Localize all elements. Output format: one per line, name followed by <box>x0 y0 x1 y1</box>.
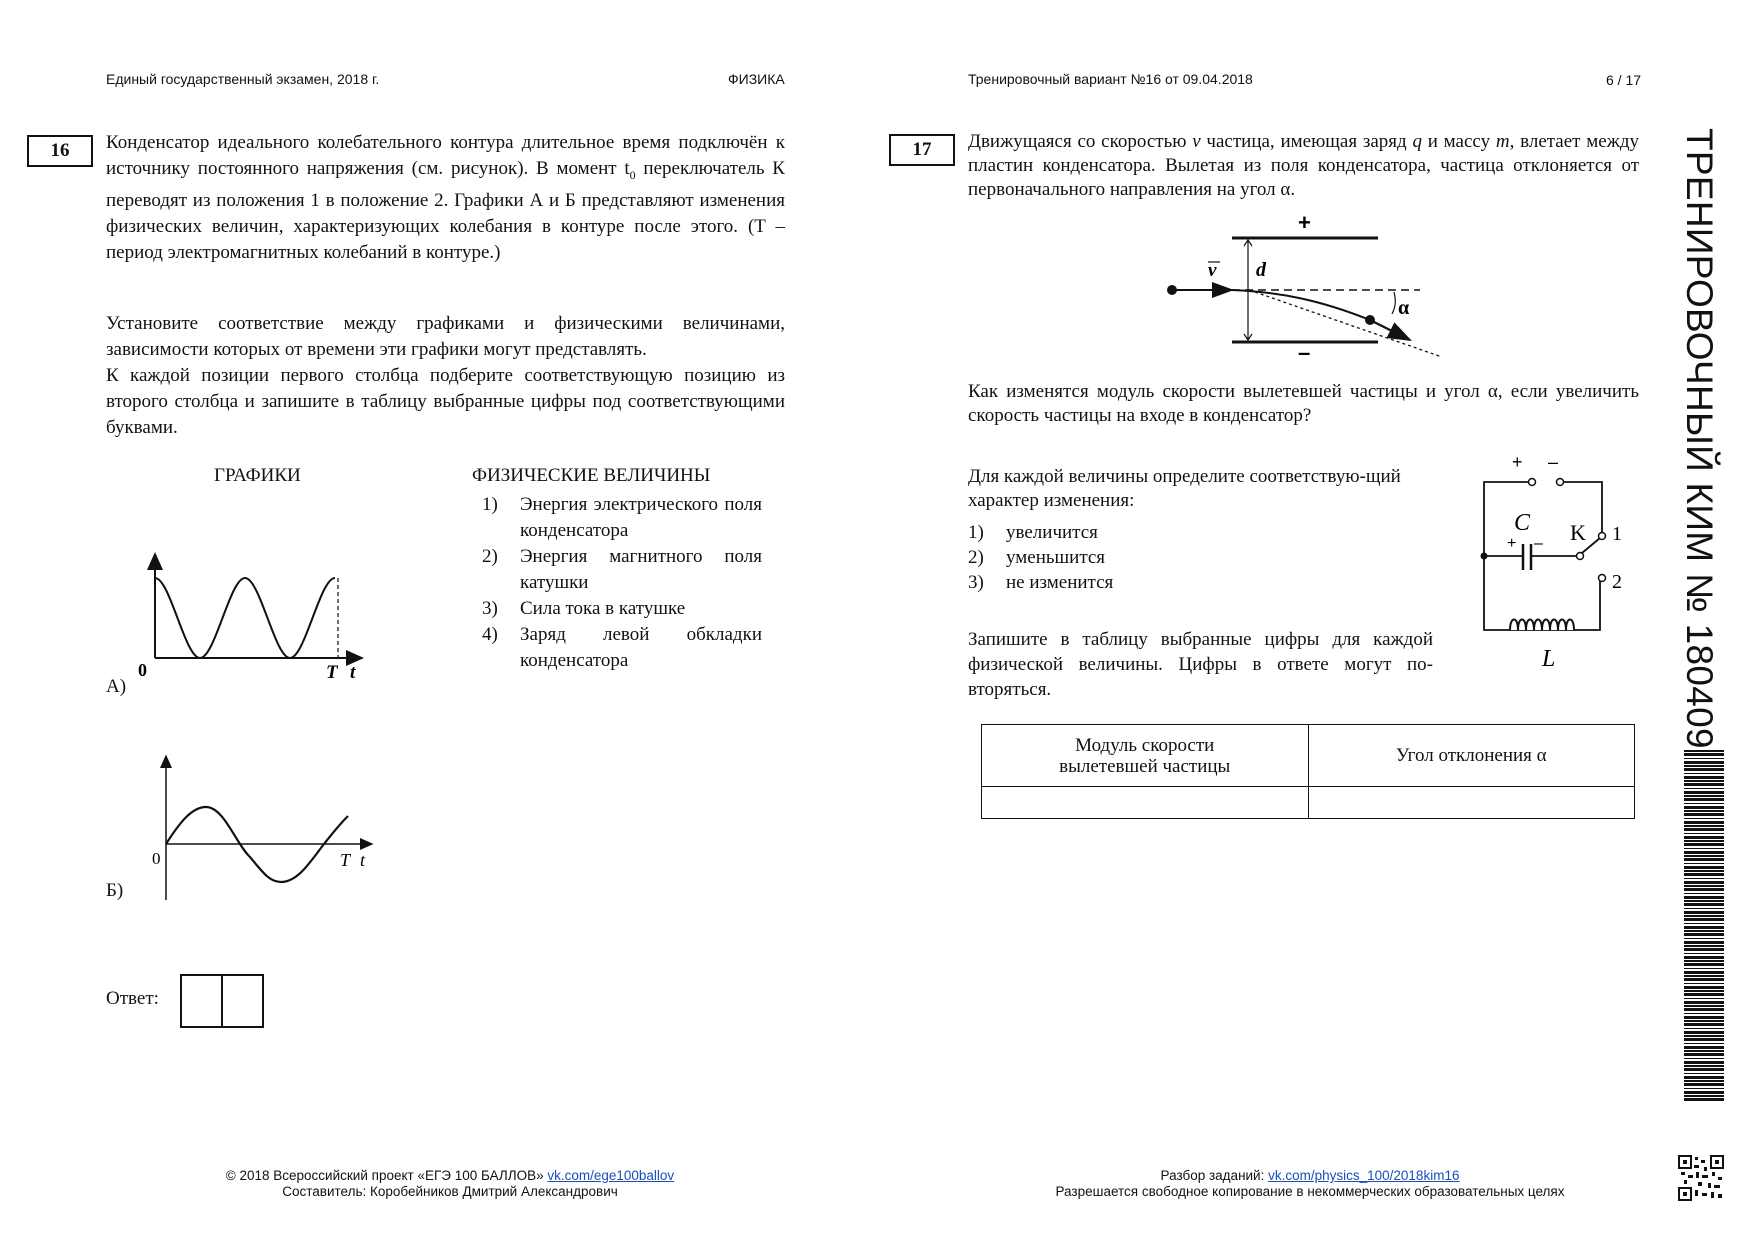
lc-circuit-figure <box>1470 450 1650 680</box>
terminal-plus <box>1529 479 1536 486</box>
answer-boxes <box>180 974 264 1028</box>
velocity-label: v <box>1208 260 1217 281</box>
graph-b-period-label: T <box>340 850 351 870</box>
switch-label: K <box>1570 520 1586 545</box>
task-17-table-instruction: Запишите в таблицу выбранные цифры для каждой физической величины. Цифры в ответе могут по-вторяться. <box>968 629 1433 700</box>
answer-cell-angle[interactable] <box>1308 787 1635 819</box>
task-16-instruction: Установите соответствие между графиками и физическими величинами, зависимости которых от времени эти графики могут представлять. <box>106 313 785 360</box>
mass-symbol: m <box>1495 131 1510 152</box>
velocity-symbol: v <box>1192 131 1201 152</box>
plus-plate-sign: + <box>1298 210 1311 235</box>
list-item: 2) Энергия магнитного поля катушки <box>482 546 762 593</box>
source-minus-sign: – <box>1548 452 1559 472</box>
capacitor-minus-sign: – <box>1534 535 1543 552</box>
list-item: 1) Энергия электрического поля конденсатора <box>482 494 762 541</box>
task-16-intro <box>106 130 785 266</box>
alpha-label: α <box>1398 297 1410 319</box>
qr-code <box>1678 1155 1724 1201</box>
terminal-minus <box>1557 479 1564 486</box>
list-item: 4) Заряд левой обкладки конденсатора <box>482 624 762 671</box>
list-item: 2) уменьшится <box>968 547 1106 568</box>
table-header-angle: Угол отклонения α <box>1308 725 1635 787</box>
side-title: ТРЕНИРОВОЧНЫЙ КИМ № 180409 <box>1679 128 1720 749</box>
task-17-intro: Движущаяся со скоростью v частица, имеющая заряд q и массу m, влетает между пластин конденсатора. Вылетая из поля конденсатора, частица отклоняется от первоначального направления на угол α. <box>968 131 1639 200</box>
quantities-column-title: ФИЗИЧЕСКИЕ ВЕЛИЧИНЫ <box>472 465 711 486</box>
graph-b-origin: 0 <box>152 849 161 868</box>
capacitor-plus-sign: + <box>1507 535 1517 552</box>
position-2-label: 2 <box>1612 571 1622 593</box>
list-item: 3) не изменится <box>968 572 1114 593</box>
capacitor-deflection-figure <box>1160 210 1460 360</box>
switch-position-2 <box>1599 575 1606 582</box>
task-16-instruction-2: К каждой позиции первого столбца подберите соответствующую позицию из второго столбца и запишите в таблицу выбранные цифры под соответствующими буквами. <box>106 365 785 438</box>
particle-trajectory <box>1232 290 1370 320</box>
graph-a <box>130 548 370 683</box>
particle-exit <box>1365 315 1375 325</box>
minus-plate-sign: – <box>1298 340 1311 360</box>
alpha-arc <box>1392 292 1395 314</box>
exit-velocity-arrow <box>1370 320 1410 340</box>
task-17-answer-table <box>981 724 1635 819</box>
task-17-instruction: Для каждой величины определите соответствую-щий характер изменения: <box>968 466 1401 511</box>
graph-b-label: Б) <box>106 880 124 901</box>
answer-label: Ответ: <box>106 988 159 1009</box>
graphs-column-title: ГРАФИКИ <box>214 465 301 486</box>
source-plus-sign: + <box>1512 452 1523 472</box>
header-subject: ФИЗИКА <box>728 71 785 87</box>
switch-pivot <box>1577 553 1584 560</box>
footer-right: Разбор заданий: vk.com/physics_100/2018kim16 Разрешается свободное копирование в некоммерческих образовательных целях <box>1055 1168 1565 1199</box>
answer-cell-a[interactable] <box>182 976 223 1026</box>
barcode <box>1684 750 1724 1102</box>
inductor-coil <box>1510 620 1574 631</box>
position-1-label: 1 <box>1612 523 1622 545</box>
graph-a-origin: 0 <box>138 660 147 680</box>
graph-a-period-label: T <box>326 662 338 683</box>
header-page-number: 6 / 17 <box>1606 72 1642 88</box>
task-16-t0-subscript: 0 <box>629 167 636 182</box>
task-16-intro-text-a: Конденсатор идеального колебательного контура длительное время подключён к источнику постоянного напряжения (см. рисунок). В момент t <box>106 132 785 179</box>
footer-project-link[interactable]: vk.com/ege100ballov <box>547 1168 675 1183</box>
table-header-speed: Модуль скорости вылетевшей частицы <box>982 725 1309 787</box>
task-16-intro-text-b: переключатель К переводят из положения 1 в положение 2. Графики А и Б представляют изменения физических величин, характеризующих колебания в контуре после этого. (T – период электромагнитных колебаний в контуре.) <box>106 158 785 263</box>
header-variant: Тренировочный вариант №16 от 09.04.2018 <box>968 71 1253 87</box>
header-exam-title: Единый государственный экзамен, 2018 г. <box>106 71 380 87</box>
answer-cell-b[interactable] <box>223 976 262 1026</box>
distance-d-label: d <box>1256 259 1266 281</box>
list-item: 3) Сила тока в катушке <box>482 598 686 619</box>
graph-b <box>140 752 380 902</box>
footer-analysis-link[interactable]: vk.com/physics_100/2018kim16 <box>1268 1168 1460 1183</box>
exit-direction-dashed-line <box>1255 292 1442 357</box>
answer-cell-speed[interactable] <box>982 787 1309 819</box>
task-16-number: 16 <box>27 135 93 167</box>
graph-a-time-label: t <box>350 662 356 683</box>
footer-left: © 2018 Всероссийский проект «ЕГЭ 100 БАЛЛОВ» vk.com/ege100ballov Составитель: Коробейников Дмитрий Александрович <box>225 1168 675 1199</box>
graph-a-curve <box>155 578 335 658</box>
graph-b-time-label: t <box>360 850 366 870</box>
task-17-question: Как изменятся модуль скорости вылетевшей частицы и угол α, если увеличить скорость частицы на входе в конденсатор? <box>968 381 1639 426</box>
side-title-container <box>1668 128 1748 749</box>
capacitor-label: C <box>1514 510 1531 536</box>
switch-position-1 <box>1599 533 1606 540</box>
inductor-label: L <box>1542 646 1556 672</box>
charge-symbol: q <box>1412 131 1422 152</box>
task-17-number: 17 <box>889 134 955 166</box>
quantities-list <box>482 492 762 674</box>
graph-a-label: А) <box>106 676 127 697</box>
changes-list <box>968 520 1268 595</box>
list-item: 1) увеличится <box>968 522 1098 543</box>
